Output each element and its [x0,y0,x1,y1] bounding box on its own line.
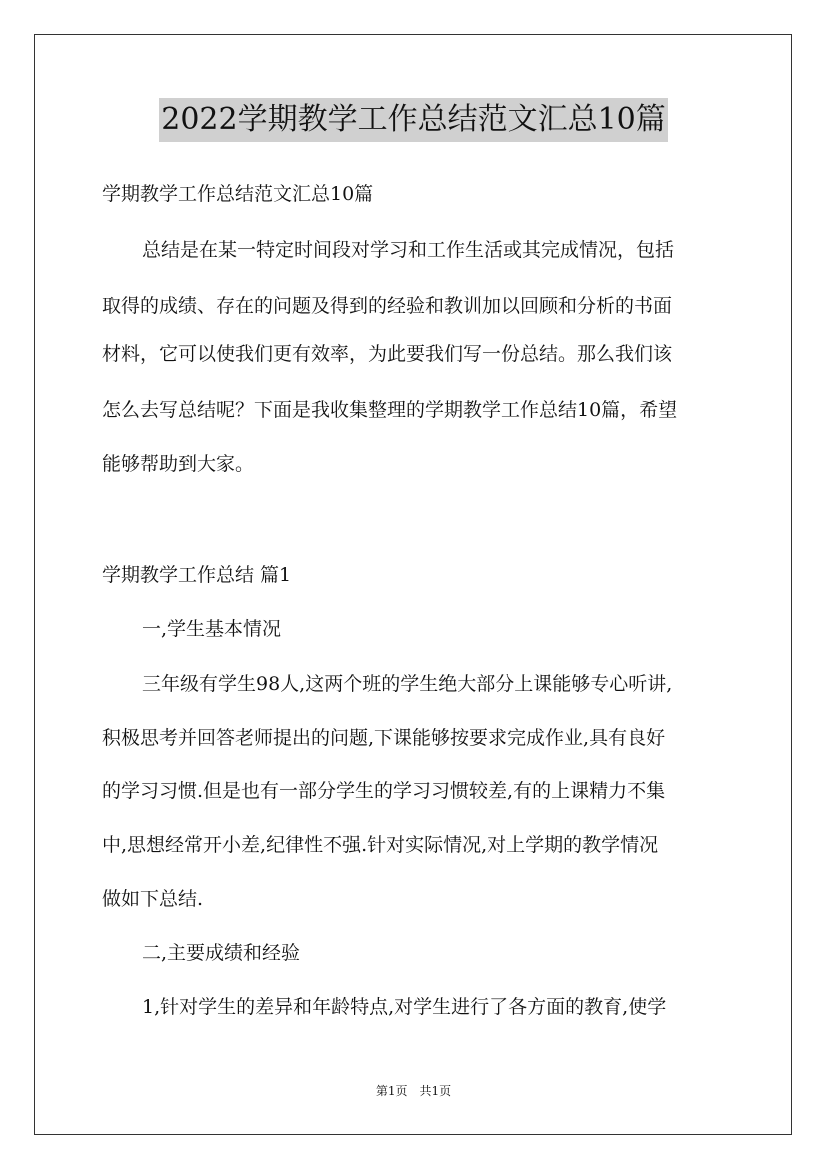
part1-line: 中,思想经常开小差,纪律性不强.针对实际情况,对上学期的教学情况 [102,834,659,856]
intro-line: 能够帮助到大家。 [102,453,255,475]
page-number: 第1页 共1页 [375,1084,452,1098]
part1-heading: 一,学生基本情况 [142,618,282,640]
part2-heading: 二,主要成绩和经验 [142,942,301,964]
part1-line: 做如下总结. [102,888,204,910]
document-title [0,98,827,142]
part2-line: 1,针对学生的差异和年龄特点,对学生进行了各方面的教育,使学 [142,996,667,1018]
part1-line: 积极思考并回答老师提出的问题,下课能够按要求完成作业,具有良好 [102,727,666,749]
intro-line: 取得的成绩、存在的问题及得到的经验和教训加以回顾和分析的书面 [102,295,673,317]
section-heading: 学期教学工作总结 篇1 [102,564,292,586]
part1-line: 三年级有学生98人,这两个班的学生绝大部分上课能够专心听讲, [142,673,673,695]
intro-line: 总结是在某一特定时间段对学习和工作生活或其完成情况，包括 [142,239,675,261]
intro-line: 怎么去写总结呢？下面是我收集整理的学期教学工作总结10篇，希望 [102,399,678,421]
document-subtitle: 学期教学工作总结范文汇总10篇 [102,183,374,205]
document-title-text: 2022学期教学工作总结范文汇总10篇 [159,98,668,142]
intro-line: 材料，它可以使我们更有效率，为此要我们写一份总结。那么我们该 [102,343,673,365]
part1-line: 的学习习惯.但是也有一部分学生的学习习惯较差,有的上课精力不集 [102,780,666,802]
